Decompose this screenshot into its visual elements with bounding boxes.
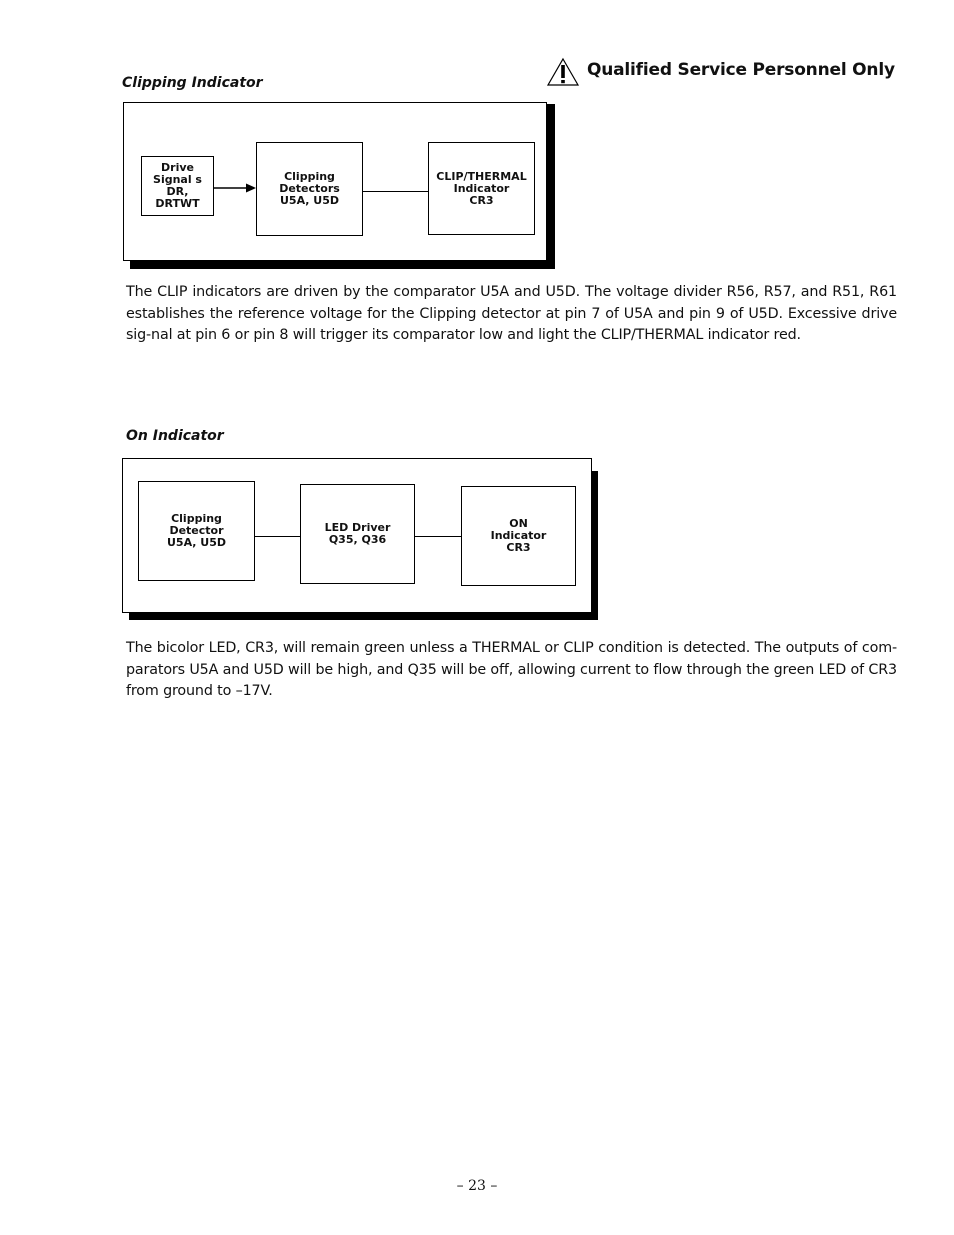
on-paragraph: The bicolor LED, CR3, will remain green unless a THERMAL or CLIP condition is detected. The outputs of com-parators U5A and U5D will be high, and Q35 will be off, allowing current to flow through the green LED of CR3 from ground to –17V. bbox=[126, 640, 897, 699]
clip-thermal-indicator-block: CLIP/THERMAL Indicator CR3 bbox=[428, 142, 535, 235]
warning-triangle-icon bbox=[546, 57, 580, 87]
connector-line bbox=[255, 536, 300, 537]
section-title-clipping: Clipping Indicator bbox=[122, 75, 263, 91]
clipping-paragraph: The CLIP indicators are driven by the comparator U5A and U5D. The voltage divider R56, R57, and R51, R61 establishes the reference voltage for the Clipping detector at pin 7 of U5A and pin 9 of U5D. Excessive drive sig-nal at pin 6 or pin 8 will trigger its comparator low and light the CLIP/THERMAL indicator red. bbox=[126, 284, 897, 343]
drive-signals-block: Drive Signal s DR, DRTWT bbox=[141, 156, 214, 216]
clipping-detector-block: Clipping Detector U5A, U5D bbox=[138, 481, 255, 581]
connector-line bbox=[415, 536, 461, 537]
connector-line bbox=[363, 191, 428, 192]
section-title-on: On Indicator bbox=[126, 428, 224, 444]
led-driver-block: LED Driver Q35, Q36 bbox=[300, 484, 415, 584]
page-number: – 23 – bbox=[456, 1178, 498, 1194]
on-indicator-block: ON Indicator CR3 bbox=[461, 486, 576, 586]
arrow-right-icon bbox=[214, 181, 257, 195]
clipping-detectors-block: Clipping Detectors U5A, U5D bbox=[256, 142, 363, 236]
warning-title: Qualified Service Personnel Only bbox=[587, 60, 895, 80]
